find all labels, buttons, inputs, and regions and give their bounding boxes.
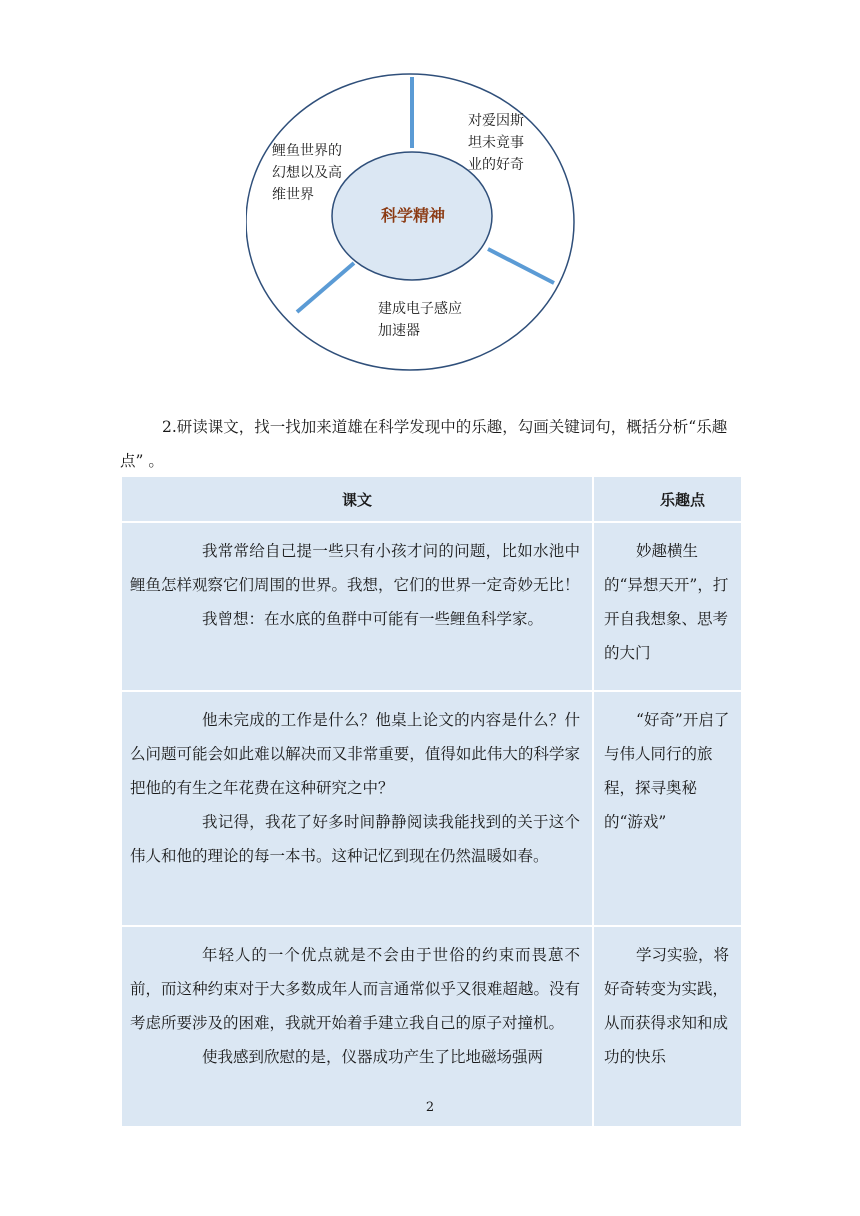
page-number: 2 — [425, 1100, 435, 1115]
header-fun-point: 乐趣点 — [593, 476, 742, 522]
table-row — [121, 522, 742, 691]
text-paragraph: 我曾想：在水底的鱼群中可能有一些鲤鱼科学家。 — [202, 610, 544, 628]
diagram-label-right: 对爱因斯 坦未竟事 业的好奇 — [468, 113, 524, 173]
fun-cell — [593, 522, 742, 691]
text-cell — [121, 926, 593, 1127]
text-paragraph: 年轻人的一个优点就是不会由于世俗的约束而畏葸不前，而这种约束对于大多数成年人而言通常似乎又很难超越。没有考虑所要涉及的困难，我就开始着手建立我自己的原子对撞机。 — [130, 946, 580, 1032]
fun-point-text: 学习实验，将好奇转变为实践，从而获得求知和成功的快乐 — [604, 946, 730, 1066]
fun-point-text: “好奇”开启了与伟人同行的旅程，探寻奥秘的“游戏” — [604, 711, 730, 831]
diagram-label-left: 鲤鱼世界的 幻想以及高 维世界 — [272, 143, 342, 203]
header-text: 课文 — [121, 476, 593, 522]
text-paragraph: 我常常给自己提一些只有小孩才问的问题，比如水池中鲤鱼怎样观察它们周围的世界。我想，它们的世界一定奇妙无比！ — [130, 542, 580, 594]
table-header-row — [121, 476, 742, 522]
fun-cell — [593, 691, 742, 926]
table-row — [121, 691, 742, 926]
diagram-label-bottom: 建成电子感应 加速器 — [378, 301, 462, 339]
fun-cell — [593, 926, 742, 1127]
text-cell — [121, 691, 593, 926]
fun-point-text: 妙趣横生的“异想天开”，打开自我想象、思考的大门 — [604, 542, 729, 662]
text-paragraph: 使我感到欣慰的是，仪器成功产生了比地磁场强两 — [202, 1048, 544, 1066]
table-row — [121, 926, 742, 1127]
lesson-fun-table — [120, 475, 743, 1128]
text-paragraph: 我记得，我花了好多时间静静阅读我能找到的关于这个伟人和他的理论的每一本书。这种记忆到现在仍然温暖如春。 — [130, 813, 580, 865]
question-paragraph: 2.研读课文，找一找加来道雄在科学发现中的乐趣，勾画关键词句，概括分析“乐趣点” 。 — [120, 418, 728, 470]
diagram-center-label: 科学精神 — [380, 206, 445, 225]
text-cell — [121, 522, 593, 691]
text-paragraph: 他未完成的工作是什么？他桌上论文的内容是什么？什么问题可能会如此难以解决而又非常重要，值得如此伟大的科学家把他的有生之年花费在这种研究之中？ — [130, 711, 580, 797]
